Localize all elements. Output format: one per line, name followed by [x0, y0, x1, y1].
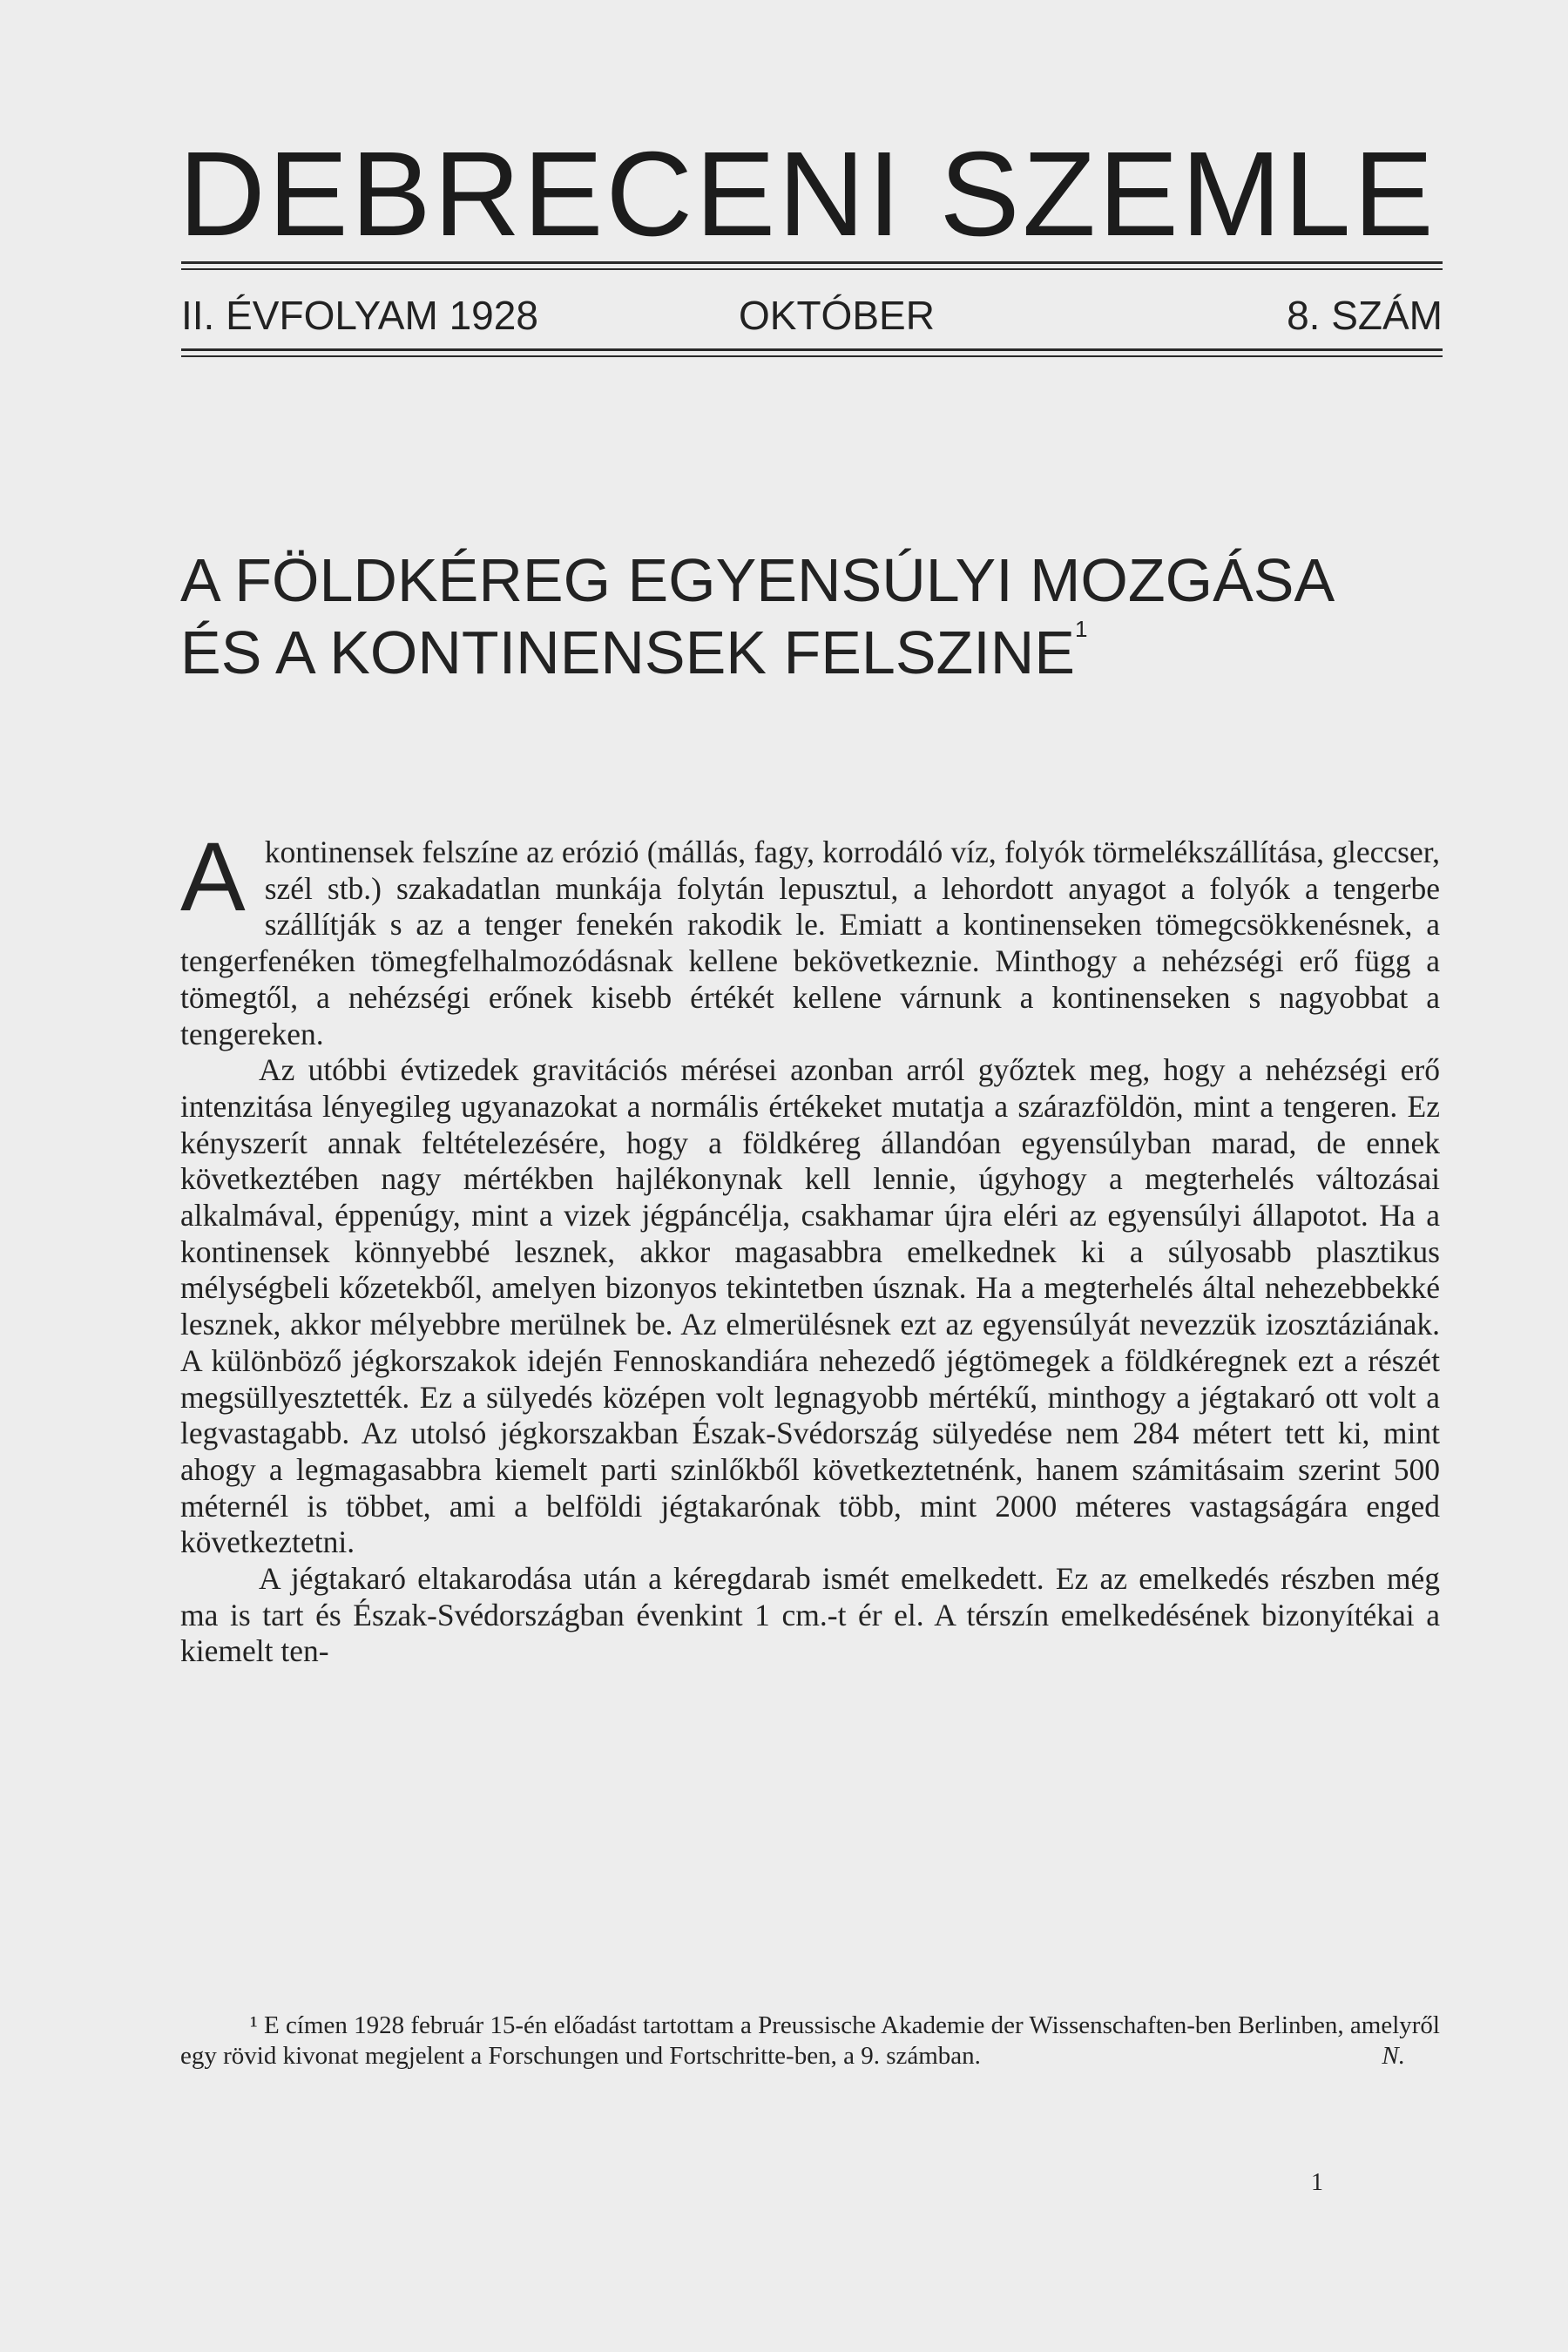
masthead-rule-top-2: [181, 268, 1443, 270]
paragraph-1-text: kontinensek felszíne az erózió (mállás, fagy, korrodáló víz, folyók törmelékszállítása, gleccser, szél stb.) szakadatlan munkája folytán lepusztul, a lehordott anyagot a folyók a tengerbe szállítják s az a tenger fenekén rakodik le. Emiatt a kontinenseken tömegcsökkenésnek, a tengerfenéken tömegfelhalmozódásnak kellene bekövetkeznie. Minthogy a nehézségi erő függ a tömegtől, a nehézségi erőnek kisebb értékét kellene várnunk a kontinenseken s nagyobbat a tengereken.: [180, 835, 1440, 1051]
article-title-line-2-text: ÉS A KONTINENSEK FELSZINE: [180, 618, 1075, 686]
page-number: 1: [1311, 2169, 1323, 2196]
footnote-signature: N.: [1382, 2042, 1405, 2070]
drop-cap: A: [180, 822, 246, 931]
masthead-rule-top-1: [181, 261, 1443, 264]
masthead-rule-bottom-2: [181, 355, 1443, 357]
paragraph-1: [180, 822, 1440, 1052]
paragraph-2: Az utóbbi évtizedek gravitációs mérései azonban arról győztek meg, hogy a nehézségi erő intenzitása lényegileg ugyanazokat a normális értékeket mutatja a szárazföldön, mint a tengeren. Ez kényszerít annak feltételezésére, hogy a földkéreg állandóan egyensúlyban marad, de ennek következtében nagy mértékben hajlékonynak kell lennie, úgyhogy a megterhelés változásai alkalmával, éppenúgy, mint a vizek jégpáncélja, csakhamar újra eléri az egyensúlyi állapotot. Ha a kontinensek könnyebbé lesznek, akkor magasabbra emelkednek ki a súlyosabb plasztikus mélységbeli kőzetekből, amelyen bizonyos tekintetben úsznak. Ha a megterhelés által nehezebbekké lesznek, akkor mélyebbre merülnek be. Az elmerülésnek ezt az egyensúlyát nevezzük izosztáziának. A különböző jégkorszakok idején Fennoskandiára nehezedő jégtömegek a földkéregnek ezt a részét megsüllyesztették. Ez a sülyedés középen volt legnagyobb mértékű, minthogy a jégtakaró ott volt a legvastagabb. Az utolsó jégkorszakban Észak-Svédország sülyedése nem 284 métert tett ki, mint ahogy a legmagasabbra kiemelt parti szinlőkből következtetnénk, hanem számitásaim szerint 500 méternél is többet, ami a belföldi jégtakarónak több, mint 2000 méteres vastagságára enged következtetni.: [180, 1052, 1440, 1560]
volume-year: II. ÉVFOLYAM 1928: [181, 293, 538, 338]
article-title: [180, 544, 1452, 689]
article-title-line-2: [180, 617, 1452, 689]
issue-month: OKTÓBER: [739, 293, 935, 338]
article-body: [180, 822, 1440, 1670]
journal-title: DEBRECENI SZEMLE: [179, 127, 1436, 261]
issue-info: [181, 289, 1443, 341]
paragraph-3: A jégtakaró eltakarodása után a kéregdarab ismét emelkedett. Ez az emelkedés részben még ma is tart és Észak-Svédországban évenkint 1 cm.-t ér el. A térszín emelkedésének bizonyítékai a kiemelt ten-: [180, 1561, 1440, 1669]
masthead-rule-bottom-1: [181, 348, 1443, 351]
issue-number: 8. SZÁM: [1287, 293, 1443, 338]
footnote: [180, 2011, 1440, 2072]
title-footnote-mark: 1: [1074, 616, 1088, 642]
article-title-line-1: A FÖLDKÉREG EGYENSÚLYI MOZGÁSA: [180, 546, 1335, 614]
footnote-text: ¹ E címen 1928 február 15-én előadást tartottam a Preussische Akademie der Wissenschaften-ben Berlinben, amelyről egy rövid kivonat megjelent a Forschungen und Fortschritte-ben, a 9. számban.: [180, 2011, 1440, 2070]
